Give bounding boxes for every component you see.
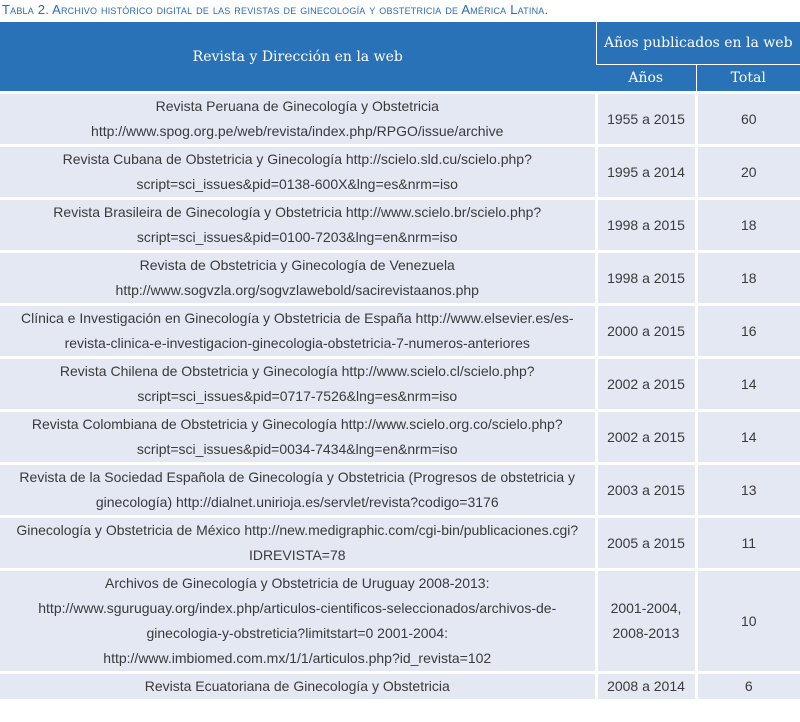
row-journal-cell: Revista Cubana de Obstetricia y Ginecología http://scielo.sld.cu/scielo.php?script=sci_issues&pid=0138-600X&lng=es&nrm=iso (0, 146, 596, 199)
row-years-cell: 1995 a 2014 (596, 146, 696, 199)
table-row (0, 673, 800, 700)
row-journal-cell: Revista Brasileira de Ginecología y Obstetricia http://www.scielo.br/scielo.php?script=sci_issues&pid=0100-7203&lng=en&nrm=iso (0, 199, 596, 252)
row-journal-cell: Revista de Obstetricia y Ginecología de Venezuela http://www.sogvzla.org/sogvzlawebold/sacirevistaanos.php (0, 252, 596, 305)
table-row (0, 146, 800, 199)
row-total-cell: 20 (696, 146, 800, 199)
table-row (0, 252, 800, 305)
row-total-cell: 14 (696, 411, 800, 464)
table-row (0, 464, 800, 517)
row-total-cell: 16 (696, 305, 800, 358)
row-total-cell: 10 (696, 570, 800, 673)
row-journal-cell: Revista Ecuatoriana de Ginecología y Obstetricia (0, 673, 596, 700)
row-total-cell: 13 (696, 464, 800, 517)
header-total: Total (696, 65, 800, 93)
row-years-cell: 1998 a 2015 (596, 199, 696, 252)
row-total-cell: 11 (696, 517, 800, 570)
row-journal-cell: Clínica e Investigación en Ginecología y Obstetricia de España http://www.elsevier.es/es-revista-clinica-e-investigacion-ginecologia-obstetricia-7-numeros-anteriores (0, 305, 596, 358)
row-years-cell: 2000 a 2015 (596, 305, 696, 358)
table-row (0, 517, 800, 570)
row-total-cell: 14 (696, 358, 800, 411)
table-row (0, 199, 800, 252)
row-journal-cell: Revista Chilena de Obstetricia y Ginecología http://www.scielo.cl/scielo.php?script=sci_issues&pid=0717-7526&lng=es&nrm=iso (0, 358, 596, 411)
table-body (0, 93, 800, 700)
row-years-cell: 2008 a 2014 (596, 673, 696, 700)
header-journal: Revista y Dirección en la web (0, 22, 596, 93)
table-row (0, 570, 800, 673)
row-years-cell: 2003 a 2015 (596, 464, 696, 517)
row-journal-cell: Revista Colombiana de Obstetricia y Ginecología http://www.scielo.org.co/scielo.php?script=sci_issues&pid=0034-7434&lng=en&nrm=iso (0, 411, 596, 464)
journals-table (0, 22, 800, 699)
row-years-cell: 2005 a 2015 (596, 517, 696, 570)
row-years-cell: 2001-2004, 2008-2013 (596, 570, 696, 673)
header-years: Años (596, 65, 696, 93)
row-journal-cell: Revista Peruana de Ginecología y Obstetricia http://www.spog.org.pe/web/revista/index.php/RPGO/issue/archive (0, 93, 596, 146)
table-row (0, 305, 800, 358)
row-journal-cell: Archivos de Ginecología y Obstetricia de Uruguay 2008-2013: http://www.sguruguay.org/index.php/articulos-cientificos-seleccionados/archivos-de-ginecologia-y-obstreticia?limitstart=0 2001-2004: http://www.imbiomed.com.mx/1/1/articulos.php?id_revista=102 (0, 570, 596, 673)
row-journal-cell: Ginecología y Obstetricia de México http://new.medigraphic.com/cgi-bin/publicaciones.cgi?IDREVISTA=78 (0, 517, 596, 570)
row-total-cell: 60 (696, 93, 800, 146)
row-years-cell: 2002 a 2015 (596, 411, 696, 464)
row-journal-cell: Revista de la Sociedad Española de Ginecología y Obstetricia (Progresos de obstetricia y ginecología) http://dialnet.unirioja.es/servlet/revista?codigo=3176 (0, 464, 596, 517)
table-row (0, 411, 800, 464)
row-years-cell: 2002 a 2015 (596, 358, 696, 411)
row-years-cell: 1998 a 2015 (596, 252, 696, 305)
row-total-cell: 18 (696, 252, 800, 305)
row-years-cell: 1955 a 2015 (596, 93, 696, 146)
row-total-cell: 18 (696, 199, 800, 252)
header-years-published: Años publicados en la web (596, 22, 800, 65)
row-total-cell: 6 (696, 673, 800, 700)
table-caption: Tabla 2. Archivo histórico digital de las revistas de ginecología y obstetricia de América Latina. (2, 2, 549, 17)
table-row (0, 93, 800, 146)
table-row (0, 358, 800, 411)
